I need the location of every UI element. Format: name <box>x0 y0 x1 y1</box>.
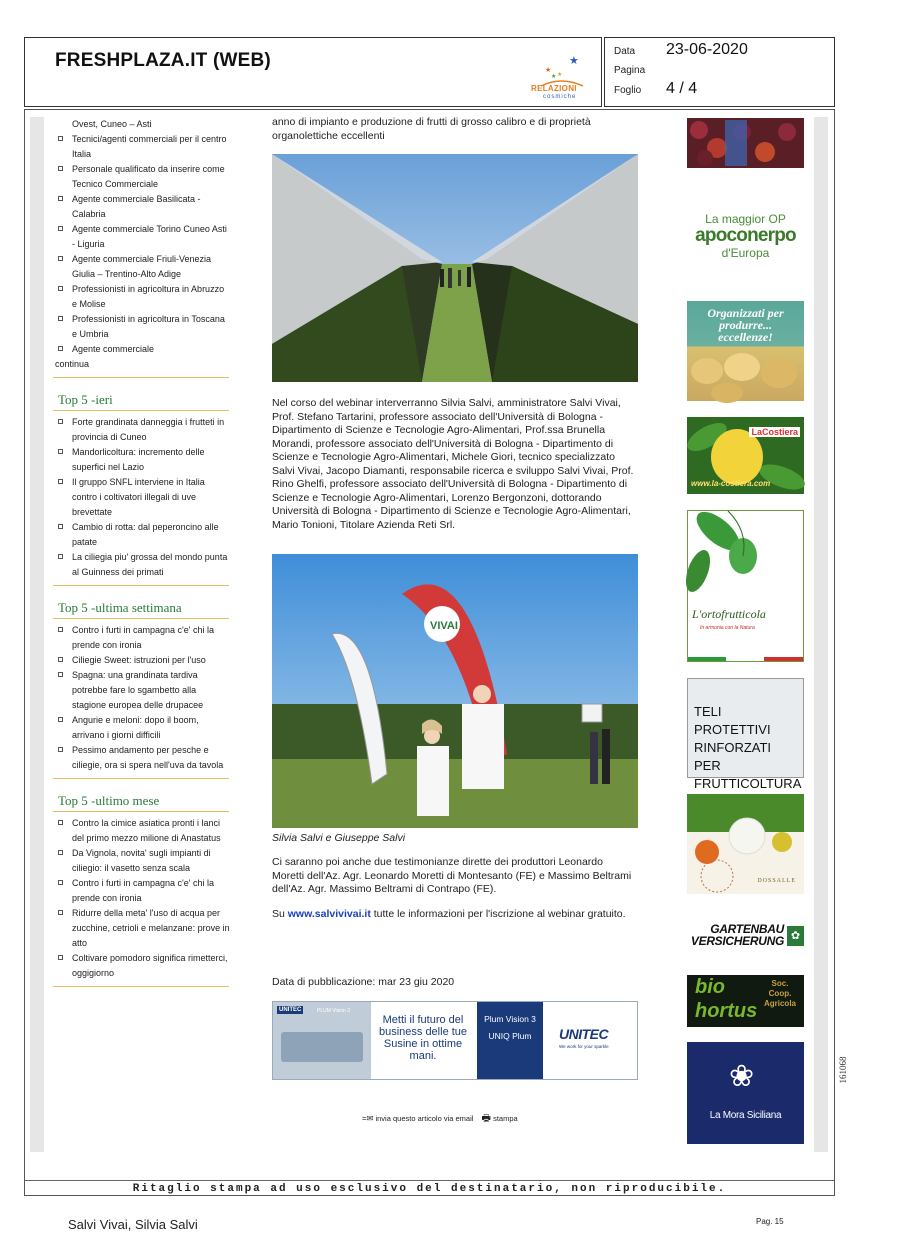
bullet-icon <box>58 820 63 825</box>
list-item[interactable] <box>53 222 231 252</box>
bullet-icon <box>58 286 63 291</box>
banner-product-box <box>477 1002 543 1079</box>
list-item[interactable] <box>53 876 231 906</box>
logo-subtext: cosmiche <box>543 94 577 100</box>
banner-logo: UNITEC <box>559 1026 609 1042</box>
bullet-icon <box>58 316 63 321</box>
divider <box>53 618 229 619</box>
list-item-label: La ciliegia piu' grossa del mondo punta al Guinness dei primati <box>72 552 228 577</box>
list-item-label: Contro i furti in campagna c'e' chi la prende con ironia <box>72 878 215 903</box>
job-item-label: Professionisti in agricoltura in Toscana e Umbria <box>72 314 225 339</box>
bullet-icon <box>58 256 63 261</box>
job-item-label: Ovest, Cuneo – Asti <box>72 119 152 129</box>
mora-brand: La Mora Siciliana <box>709 1110 782 1121</box>
list-item[interactable] <box>53 117 231 132</box>
costiera-brand: LaCostiera <box>751 427 798 437</box>
bullet-icon <box>58 850 63 855</box>
list-item-label: Pessimo andamento per pesche e ciliegie, ora si spera nell'uva da tavola <box>72 745 224 770</box>
article-actions <box>362 1111 518 1128</box>
bullet-icon <box>58 196 63 201</box>
publication-title: FRESHPLAZA.IT (WEB) <box>55 50 271 71</box>
list-item[interactable] <box>53 951 231 981</box>
bullet-icon <box>58 672 63 677</box>
job-item-label: Personale qualificato da inserire come Tecnico Commerciale <box>72 164 225 189</box>
garten-line2: VERSICHERUNG <box>690 934 784 948</box>
list-item[interactable] <box>53 743 231 773</box>
job-item-label: Professionisti in agricoltura in Abruzzo e Molise <box>72 284 225 309</box>
list-item[interactable] <box>53 653 231 668</box>
bullet-icon <box>58 880 63 885</box>
publication-date: Data di pubblicazione: mar 23 giu 2020 <box>272 976 455 988</box>
list-item-label: Angurie e meloni: dopo il boom, arrivano i giorni difficili <box>72 715 199 740</box>
garten-line1: GARTENBAU <box>710 922 784 936</box>
potato-text: Organizzati per produrre... eccellenze! <box>707 306 784 344</box>
bullet-icon <box>58 346 63 351</box>
bullet-icon <box>58 136 63 141</box>
info-suffix: tutte le informazioni per l'iscrizione al webinar gratuito. <box>370 908 626 920</box>
job-item-label: Agente commerciale Friuli-Venezia Giulia – Trentino-Alto Adige <box>72 254 212 279</box>
list-item-label: Il gruppo SNFL interviene in Italia contro i coltivatori illegali di uve brevettate <box>72 477 205 517</box>
potatoes-illustration <box>687 349 804 401</box>
ad-teli-protettivi[interactable] <box>687 678 804 791</box>
flag-text: VIVAI <box>430 620 458 632</box>
plums-illustration <box>687 118 804 168</box>
ad-dossalle[interactable] <box>687 794 804 894</box>
ad-biohortus[interactable] <box>687 975 804 1027</box>
garten-leaf-icon: ✿ <box>787 926 804 946</box>
salvi-photo <box>272 554 638 828</box>
job-item-label: Agente commerciale Torino Cuneo Asti - Liguria <box>72 224 227 249</box>
footer-page: Pag. 15 <box>756 1217 784 1226</box>
list-item[interactable] <box>53 252 231 282</box>
side-code: 161068 <box>838 1056 848 1084</box>
list-item-label: Mandorlicoltura: incremento delle superfici nel Lazio <box>72 447 205 472</box>
banner-brand-small: UNITEC <box>279 1007 302 1013</box>
top-list <box>53 415 231 580</box>
continue-link[interactable]: continua <box>55 359 90 369</box>
bullet-icon <box>58 955 63 960</box>
divider <box>53 377 229 378</box>
biohortus-brand: bio hortus <box>695 976 758 1022</box>
list-item[interactable] <box>53 906 231 951</box>
apo-line1: La maggior OP <box>705 212 786 226</box>
list-item[interactable] <box>53 475 231 520</box>
apo-line2: d'Europa <box>721 246 770 260</box>
ortof-sub: In armonia con la Natura <box>700 625 755 631</box>
list-item-label: Ridurre della meta' l'uso di acqua per zucchine, cetrioli e melanzane: prove in atto <box>72 908 230 948</box>
date-value: 23-06-2020 <box>666 41 748 58</box>
sheet-label: Foglio <box>614 85 642 96</box>
list-item[interactable] <box>53 132 231 162</box>
teli-text: TELI PROTETTIVI RINFORZATI PER FRUTTICOLTURA <box>694 704 802 791</box>
banner-box-title: Plum Vision 3 <box>484 1014 536 1024</box>
ad-gartenbau[interactable] <box>687 920 804 952</box>
list-item-label: Da Vignola, novita' sugli impianti di ciliegio: il vasetto senza scala <box>72 848 211 873</box>
bullet-icon <box>58 747 63 752</box>
list-item-label: Contro la cimice asiatica pronti i lanci del primo mezzo milione di Anastatus <box>72 818 221 843</box>
section-title: Top 5 -ultima settimana <box>58 600 182 615</box>
leaves-illustration <box>688 511 803 601</box>
list-item[interactable] <box>53 312 231 342</box>
ad-potatoes[interactable] <box>687 301 804 401</box>
top-list <box>53 623 231 773</box>
header-box <box>24 37 602 107</box>
banner-box-sub: UNIQ Plum <box>488 1031 532 1041</box>
svg-text:★: ★ <box>545 66 552 74</box>
banner-slogan: Metti il futuro del business delle tue Susine in ottime mani. <box>378 1014 468 1062</box>
print-icon[interactable]: 🖶 <box>481 1113 491 1124</box>
list-item-label: Cambio di rotta: dal peperoncino alle patate <box>72 522 219 547</box>
bullet-icon <box>58 166 63 171</box>
divider <box>53 585 229 586</box>
bullet-icon <box>58 419 63 424</box>
relazioni-logo <box>531 54 591 102</box>
list-item[interactable] <box>53 342 231 357</box>
logo-text: RELAZIONI <box>531 84 577 93</box>
sheet-value: 4 / 4 <box>666 80 698 97</box>
bullet-icon <box>58 554 63 559</box>
meta-box <box>604 37 835 107</box>
greenhouse-photo-illustration <box>272 154 638 382</box>
unitec-banner[interactable] <box>272 1001 638 1080</box>
divider <box>53 778 229 779</box>
ad-plums[interactable] <box>687 118 804 168</box>
article-paragraph-speakers: Nel corso del webinar interverranno Silvia Salvi, amministratore Salvi Vivai, Prof. Stefano Tartarini, professore associato dell'Università di Bologna - Dipartimento di Scienze e Tecnologie Agro-Alimentari, Prof.ssa Brunella Morandi, professore associato dell'Università di Bologna - Dipartimento di Scienze e Tecnologie Agro-Alimentari, Michele Giori, tecnico specializzato Salvi Vivai, Jacopo Diamanti, responsabile ricerca e sviluppo Salvi Vivai, Prof. Rino Ghelfi, professore associato dell'Università di Bologna - Dipartimento di Scienze e Tecnologie Agro-Alimentari, Lorenzo Bergonzoni, dottorando Università di Bologna - Dipartimento di Scienze e Tecnologie Agro-Alimentari, Mario Tonioni, Titolare Azienda Reti Srl. <box>272 397 634 531</box>
section-title: Top 5 -ieri <box>58 392 113 407</box>
svg-text:★: ★ <box>551 73 557 80</box>
list-item[interactable] <box>53 415 231 445</box>
bullet-icon <box>58 717 63 722</box>
section-title: Top 5 -ultimo mese <box>58 793 160 808</box>
ad-la-costiera[interactable] <box>687 417 804 494</box>
job-list <box>53 117 231 357</box>
list-item[interactable] <box>53 282 231 312</box>
date-label: Data <box>614 46 636 57</box>
list-item[interactable] <box>53 550 231 580</box>
list-item[interactable] <box>53 623 231 653</box>
list-item[interactable] <box>53 816 231 846</box>
footer-keywords: Salvi Vivai, Silvia Salvi <box>68 1217 198 1232</box>
list-item-label: Ciliegie Sweet: istruzioni per l'uso <box>72 655 206 665</box>
banner-machine-image <box>273 1002 371 1079</box>
list-item[interactable] <box>53 668 231 713</box>
bullet-icon <box>58 910 63 915</box>
biohortus-sub: Soc. Coop. Agricola <box>763 979 796 1008</box>
job-item-label: Agente commerciale Basilicata - Calabria <box>72 194 201 219</box>
greenhouse-photo <box>272 154 638 382</box>
job-item-label: Agente commerciale <box>72 344 155 354</box>
salvi-photo-illustration <box>272 554 638 828</box>
apo-brand: apoconerpo <box>695 225 796 246</box>
right-margin-strip <box>814 117 828 1152</box>
list-item[interactable] <box>53 846 231 876</box>
ortof-brand: L'ortofrutticola <box>692 607 766 621</box>
svg-text:★: ★ <box>569 54 579 67</box>
list-item[interactable] <box>53 192 231 222</box>
bullet-icon <box>58 524 63 529</box>
bullet-icon <box>58 627 63 632</box>
divider <box>53 811 229 812</box>
page-label: Pagina <box>614 65 646 76</box>
divider <box>53 410 229 411</box>
list-item-label: Spagna: una grandinata tardiva potrebbe fare lo sgambetto alla stagione europea delle drupacee <box>72 670 204 710</box>
email-icon[interactable]: =✉ <box>362 1114 374 1123</box>
list-item[interactable] <box>53 520 231 550</box>
info-prefix: Su <box>272 908 288 920</box>
list-item[interactable] <box>53 445 231 475</box>
svg-text:★: ★ <box>557 71 563 78</box>
list-item[interactable] <box>53 713 231 743</box>
ad-la-mora-siciliana[interactable] <box>687 1042 804 1144</box>
article-paragraph-info <box>272 908 637 922</box>
job-item-label: Tecnici/agenti commerciali per il centro Italia <box>72 134 227 159</box>
bullet-icon <box>58 657 63 662</box>
list-item-label: Contro i furti in campagna c'e' chi la prende con ironia <box>72 625 215 650</box>
photo-caption: Silvia Salvi e Giuseppe Salvi <box>272 832 406 844</box>
bullet-icon <box>58 479 63 484</box>
salvivivai-link[interactable]: www.salvivivai.it <box>287 908 371 920</box>
article-paragraph-testimonials: Ci saranno poi anche due testimonianze dirette dei produttori Leonardo Moretti dell'Az. Agr. Leonardo Moretti di Montesanto (FE) e Massimo Beltrami dell'Az. Agr. Massimo Beltrami di Contrapo (FE). <box>272 856 632 895</box>
list-item[interactable] <box>53 162 231 192</box>
sidebar <box>53 117 231 987</box>
divider <box>53 986 229 987</box>
article-intro: anno di impianto e produzione di frutti di grosso calibro e di proprietà organolettiche eccellenti <box>272 116 591 142</box>
dossalle-brand: DOSSALLE <box>757 878 796 884</box>
ad-ortofrutticola[interactable] <box>687 510 804 662</box>
reproduction-notice: Ritaglio stampa ad uso esclusivo del destinatario, non riproducibile. <box>25 1180 834 1195</box>
flower-icon: ❀ <box>729 1060 755 1093</box>
top-list <box>53 816 231 981</box>
bullet-icon <box>58 226 63 231</box>
list-item-label: Forte grandinata danneggia i frutteti in provincia di Cuneo <box>72 417 225 442</box>
banner-product-tag: PLUM Vision 3 <box>317 1008 350 1014</box>
print-link[interactable]: stampa <box>493 1114 518 1123</box>
email-link[interactable]: invia questo articolo via email <box>375 1114 474 1123</box>
list-item-label: Coltivare pomodoro significa rimetterci, oggigiorno <box>72 953 228 978</box>
left-margin-strip <box>30 117 44 1152</box>
costiera-url: www.la-costiera.com <box>691 479 771 488</box>
ad-apoconerpo[interactable] <box>687 190 804 280</box>
bullet-icon <box>58 449 63 454</box>
banner-logo-sub: We work for your sparkle <box>559 1044 609 1049</box>
